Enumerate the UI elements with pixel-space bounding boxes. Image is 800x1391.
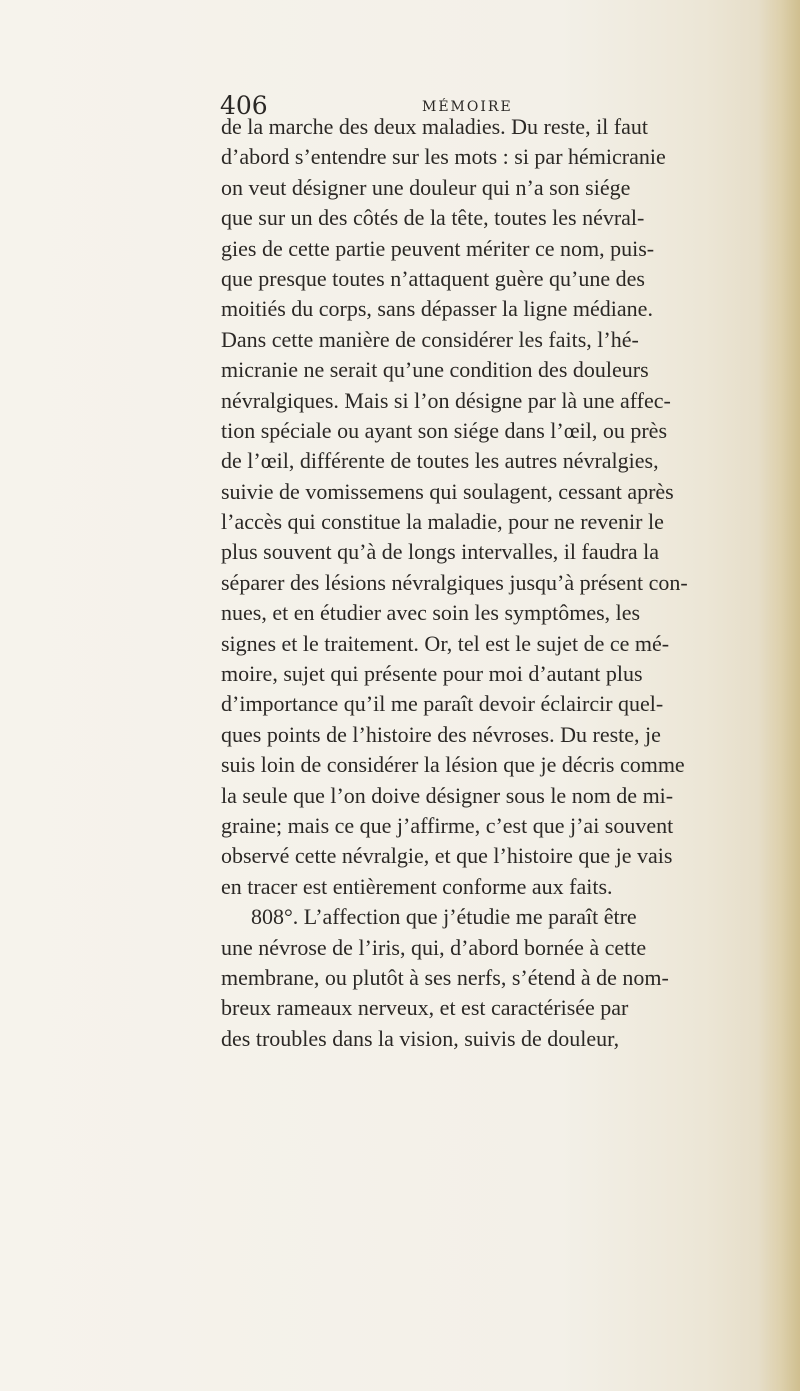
text-line: tion spéciale ou ayant son siége dans l’œil, ou près [221,417,668,443]
text-line: plus souvent qu’à de longs intervalles, il faudra la [221,539,660,565]
body-text [221,112,776,1372]
text-line: névralgiques. Mais si l’on désigne par là une affec- [221,387,671,413]
text-line: que sur un des côtés de la tête, toutes les névral- [221,205,645,231]
text-line: d’abord s’entendre sur les mots : si par hémicranie [221,144,666,170]
text-line: d’importance qu’il me paraît devoir éclaircir quel- [221,691,664,717]
text-line: suis loin de considérer la lésion que je décris comme [221,752,685,778]
text-line: de la marche des deux maladies. Du reste, il faut [221,114,649,139]
text-line: l’accès qui constitue la maladie, pour ne revenir le [221,509,664,535]
text-line: de l’œil, différente de toutes les autres névralgies, [221,448,659,474]
text-line: séparer des lésions névralgiques jusqu’à présent con- [221,569,688,595]
paragraph-start-line: 808°. L’affection que j’étudie me paraît être [251,904,637,930]
text-line: gies de cette partie peuvent mériter ce nom, puis- [221,235,655,261]
text-line: moitiés du corps, sans dépasser la ligne médiane. [221,296,653,322]
text-line: graine; mais ce que j’affirme, c’est que j’ai souvent [221,812,674,838]
text-line: que presque toutes n’attaquent guère qu’une des [221,265,645,291]
text-line: en tracer est entièrement conforme aux faits. [221,873,613,899]
text-line: suivie de vomissemens qui soulagent, cessant après [221,478,674,504]
text-line: ques points de l’histoire des névroses. Du reste, je [221,721,661,747]
running-title: MÉMOIRE [422,99,513,115]
text-line: micranie ne serait qu’une condition des douleurs [221,357,649,383]
text-line: nues, et en étudier avec soin les symptômes, les [221,600,641,626]
text-line: observé cette névralgie, et que l’histoire que je vais [221,843,673,869]
text-line: breux rameaux nerveux, et est caractérisée par [221,995,629,1021]
text-line: signes et le traitement. Or, tel est le sujet de ce mé- [221,630,670,656]
page-number: 406 [220,91,268,120]
text-line: membrane, ou plutôt à ses nerfs, s’étend à de nom- [221,964,669,990]
text-line: la seule que l’on doive désigner sous le nom de mi- [221,782,674,808]
text-line: Dans cette manière de considérer les faits, l’hé- [221,326,639,352]
text-line: on veut désigner une douleur qui n’a son siége [221,174,631,200]
text-line: des troubles dans la vision, suivis de douleur, [221,1025,620,1051]
text-line: une névrose de l’iris, qui, d’abord bornée à cette [221,934,647,960]
text-line: moire, sujet qui présente pour moi d’autant plus [221,661,643,687]
